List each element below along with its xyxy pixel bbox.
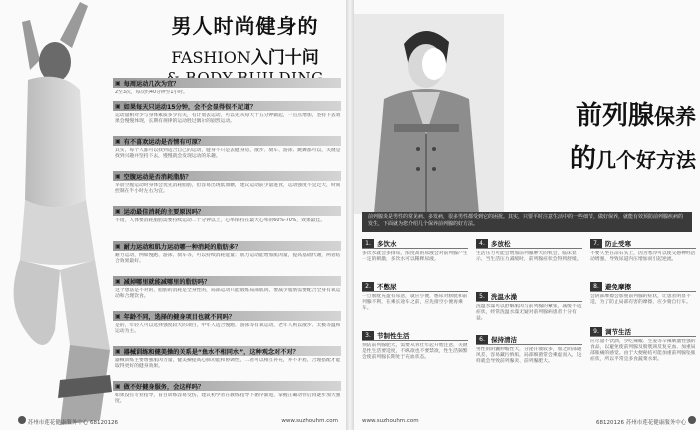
question-text: 如果每天只运动15分钟，会不会显得很不足道？ <box>123 103 257 111</box>
tip-header <box>476 334 582 345</box>
question-marker-icon: ▣ <box>115 277 121 285</box>
question-bar <box>113 101 341 111</box>
question-text: 减掉哪里就能减哪里的脂肪吗？ <box>123 278 211 286</box>
tip-number: 2. <box>362 282 374 291</box>
tip-header <box>590 238 696 249</box>
question-bar <box>113 276 341 286</box>
man-in-trenchcoat-photo <box>354 14 504 214</box>
answer-text: 如果没有专业指导，盲目训练容易受伤，建议初学者在教练指导下循序渐进，掌握正确动作后再逐步加大强度。 <box>115 393 341 404</box>
question-marker-icon: ▣ <box>115 172 121 180</box>
article-title: 男人时尚健身的 <box>171 14 319 38</box>
tip-title: 避免摩擦 <box>605 282 631 291</box>
tips-column <box>362 238 468 393</box>
tip-body: 应尽量不饮酒，少吃辣椒、生姜等辛辣刺激性强的食品，以避免使前列腺及膀胱颈反复充血、加重局部胀痛的感觉。由于大便秘结可能加重前列腺坠胀症状，所以平常宜多食蔬菜水果。 <box>590 339 696 362</box>
article-subtitle-line1 <box>150 43 340 68</box>
intro-banner: 前列腺炎是男性的常见病、多发病，很多男性都受到它的困扰。其实，只要平时注意生活中的一些细节，做好保养，就能有效预防前列腺疾病的发生，下面就为您介绍几个保养前列腺的好方法。 <box>362 212 692 232</box>
tip-title: 洗温水澡 <box>491 292 517 301</box>
question-text: 器械训练和健美操的关系是“鱼水不相同水”，这种观念对不对？ <box>123 348 299 356</box>
question-bar <box>113 311 341 321</box>
question-marker-icon: ▣ <box>115 312 121 320</box>
right-page-footer <box>362 416 696 426</box>
tip-number: 6. <box>476 335 488 344</box>
tip-body: 一旦膀胱充盈有尿意，就应小便，憋尿对膀胱和前列腺不利，在乘长途车之前，应先排空小便再乘车。 <box>362 294 468 311</box>
qa-item <box>113 78 341 96</box>
tip-number: 5. <box>476 292 488 301</box>
answer-text: 这个想法是不对的，脂肪的消耗是全身性的，局部运动只能锻炼局部肌肉，要减少脂肪需要配合全身有氧运动和合理饮食。 <box>115 288 341 299</box>
question-text: 年龄不同，选择的健身项目也就不同吗？ <box>123 313 236 321</box>
tip-title: 节制性生活 <box>377 331 410 340</box>
tip-title: 多放松 <box>491 239 511 248</box>
tip-body: 不要久坐在凉石头上，因为寒冷可以使交感神经活动增强，导致尿道内压增加而引起逆流。 <box>590 251 696 262</box>
question-marker-icon: ▣ <box>115 79 121 87</box>
headline-emphasis: 的 <box>569 144 596 174</box>
tip-header <box>362 281 468 292</box>
center-logo-icon <box>18 416 26 424</box>
tips-columns <box>362 238 696 393</box>
question-bar <box>113 381 341 391</box>
tip-section <box>476 291 582 328</box>
question-text: 有不喜欢运动是否情有可原？ <box>123 138 205 146</box>
qa-list <box>113 78 341 416</box>
tip-number: 7. <box>590 239 602 248</box>
tip-body: 预防前列腺肥大，需要从青壮年起开始注意，关键是性生活要适度，不纵欲也不要禁欲，性生活频繁会使前列腺长期处于充血状态。 <box>362 343 468 360</box>
qa-item <box>113 381 341 411</box>
tip-header <box>590 326 696 337</box>
tip-title: 多饮水 <box>377 239 397 248</box>
question-text: 每周运动几次为宜？ <box>123 80 180 88</box>
tip-body: 男性的阴囊伸缩性大，分泌汗液较多，加之阴部通风差，容易藏污纳垢，局部细菌常会乘虚而入，这样就会导致前列腺炎、前列腺肥大。 <box>476 347 582 364</box>
headline-line1 <box>506 95 696 132</box>
article-headline <box>506 95 696 175</box>
subtitle-en: FASHION <box>171 48 251 67</box>
tips-column <box>590 238 696 393</box>
answer-text: 早晨空腹运动时身体会优先消耗脂肪，但容易出现低血糖，建议运动前少量进食，运动强度不宜过大，时间控制在半小时左右为宜。 <box>115 183 341 194</box>
tip-header <box>590 281 696 292</box>
tip-body: 会阴部摩擦会加重前列腺的症状，让患者明显不适，为了防止局部有害的摩擦，应少骑自行车。 <box>590 294 691 305</box>
tip-number: 3. <box>362 331 374 340</box>
fitness-model-figure <box>0 0 120 430</box>
footer-phone: 68120126 <box>90 420 119 426</box>
qa-item <box>113 241 341 271</box>
question-bar <box>113 171 341 181</box>
page-gutter <box>346 0 354 430</box>
question-marker-icon: ▣ <box>115 207 121 215</box>
left-page-footer <box>18 416 338 426</box>
question-text: 空腹运动是否消耗脂肪？ <box>123 173 192 181</box>
footer-url: www.suzhouhm.com <box>281 418 338 424</box>
tip-number: 1. <box>362 239 374 248</box>
answer-text: 不错，人体要消耗脂肪需要持续运动二十分钟以上，心率保持在最大心率的60%-70%，效果最佳。 <box>115 218 326 223</box>
tip-header <box>476 291 582 302</box>
tip-number: 9. <box>590 327 602 336</box>
tip-number: 8. <box>590 282 602 291</box>
subtitle-cn: 入门十问 <box>250 48 319 68</box>
tip-header <box>476 238 582 249</box>
qa-item <box>113 136 341 166</box>
qa-item <box>113 346 341 376</box>
question-marker-icon: ▣ <box>115 137 121 145</box>
question-bar <box>113 78 341 88</box>
answer-text: 其实，每个人都可以找到适合自己的运动，健身不只是去健身房，散步、骑车、游泳、跳舞都可以，关键是找到兴趣并坚持下去，慢慢就会发现运动的乐趣。 <box>115 148 341 159</box>
qa-item <box>113 171 341 201</box>
footer-brand: 苏州市莲花健康服务中心 <box>625 420 687 426</box>
tip-section <box>476 238 582 285</box>
tip-section <box>590 326 696 383</box>
tip-number: 4. <box>476 239 488 248</box>
tip-body: 生活压力可能会增加前列腺肿大的机会，临床显示，当生活压力减缓时，前列腺症状会得到舒缓。 <box>476 251 582 262</box>
tip-section <box>590 238 696 275</box>
tip-title: 不憋尿 <box>377 282 397 291</box>
qa-item <box>113 276 341 306</box>
tip-header <box>362 238 468 249</box>
qa-item <box>113 311 341 341</box>
tip-body: 洗温水澡可以舒解肌肉与前列腺的紧张，减缓不适症状，经常洗温水澡无疑对前列腺病患者十分有益。 <box>476 304 582 321</box>
tip-title: 防止受寒 <box>605 239 631 248</box>
headline-line2 <box>506 138 696 175</box>
answer-text: 耐力运动，例如慢跑、游泳、骑车等，可以持续消耗能量；肌力运动能增加肌肉量，提高基础代谢，两者结合效果最好。 <box>115 253 341 264</box>
tip-section <box>362 330 468 377</box>
headline-emphasis: 前列腺 <box>575 101 654 131</box>
tip-section <box>362 281 468 324</box>
question-marker-icon: ▣ <box>115 382 121 390</box>
tip-header <box>362 330 468 341</box>
question-bar <box>113 206 341 216</box>
question-bar <box>113 136 341 146</box>
left-page <box>0 0 346 430</box>
footer-phone: 68120126 <box>595 420 624 426</box>
question-marker-icon: ▣ <box>115 102 121 110</box>
answer-text: 器械训练主要增强肌肉力量，健美操提高心肺功能和协调性，二者可以相互补充，并不矛盾，合理搭配才能取得更好的健身效果。 <box>115 358 341 369</box>
tip-title: 保持清洁 <box>491 335 517 344</box>
center-logo-icon <box>688 416 696 424</box>
tip-section <box>476 334 582 387</box>
answer-text: 运动量相对少与身体素质多少有关，有计划去运动，可以先从每天十五分钟做起，一点点增加，坚持下去效果会慢慢体现，长期有规律的运动胜过偶尔的剧烈运动。 <box>115 113 341 124</box>
headline-text: 保养 <box>654 105 696 129</box>
tip-section <box>362 238 468 275</box>
answer-text: 2至3次，每次约40分钟至1小时。 <box>115 90 188 95</box>
tip-body: 多饮水就会多排尿，浓度高的尿液会对前列腺产生一定的刺激，多饮水可以稀释尿液。 <box>362 251 468 262</box>
question-marker-icon: ▣ <box>115 242 121 250</box>
article-title-block <box>150 10 340 87</box>
question-text: 耐力运动和肌力运动哪一种消耗的脂肪多？ <box>123 243 242 251</box>
question-bar <box>113 346 341 356</box>
footer-brand: 苏州市莲花健康服务中心 <box>27 420 89 426</box>
question-text: 做不好健身服务，会这样吗？ <box>123 383 205 391</box>
question-text: 运动最佳消耗的主要原因吗？ <box>123 208 205 216</box>
tips-column <box>476 238 582 393</box>
headline-text: 几个好方法 <box>596 148 696 172</box>
right-page <box>354 0 700 430</box>
tip-section <box>590 281 696 320</box>
qa-item <box>113 206 341 236</box>
qa-item <box>113 101 341 131</box>
question-marker-icon: ▣ <box>115 347 121 355</box>
tip-title: 调节生活 <box>605 327 631 336</box>
answer-text: 是的，年轻人可以选择强度较大的项目，中年人适合慢跑、游泳等有氧运动，老年人则以散步、太极等温和运动为主。 <box>115 323 341 334</box>
question-bar <box>113 241 341 251</box>
footer-url: www.suzhouhm.com <box>362 418 419 424</box>
